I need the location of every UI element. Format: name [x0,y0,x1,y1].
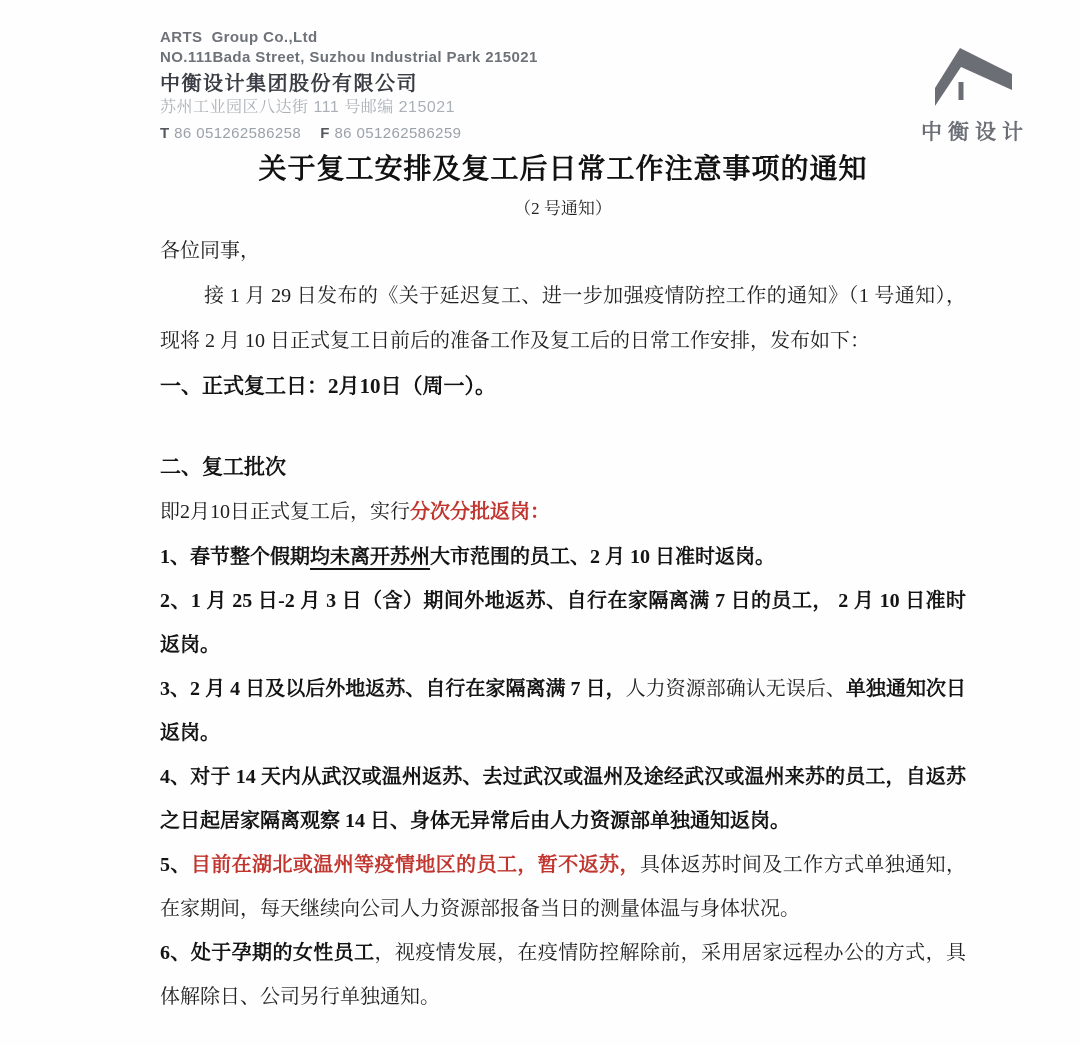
company-name-cn: 中衡设计集团股份有限公司 [160,73,418,95]
text-run: 均未离开苏州 [310,546,430,568]
text-run: 5、 [160,854,191,876]
fax-number: 86 051262586259 [334,125,462,142]
text-run: 6、处于孕期的女性员工 [160,942,375,964]
intro-paragraph: 接 1 月 29 日发布的《关于延迟复工、进一步加强疫情防控工作的通知》（1 号通知），现将 2 月 10 日正式复工日前后的准备工作及复工后的日常工作安排，发布如下： [160,285,966,352]
text-run: 3、2 月 4 日及以后外地返苏、自行在家隔离满 7 日， [160,678,626,700]
contact-line [160,124,780,144]
notice-subtitle: （2 号通知） [514,199,612,218]
item-list [160,535,966,1019]
text-run: 4、对于 14 天内从武汉或温州返苏、去过武汉或温州及途经武汉或温州来苏的员工，自返苏之日起居家隔离观察 14 日、身体无异常后由人力资源部单独通知返岗。 [160,766,966,832]
section1-heading: 一、正式复工日：2月10日（周一）。 [160,374,496,398]
text-run: 大市范围的员工、2 月 10 日准时返岗。 [430,546,775,568]
text-run: 目前在湖北或温州等疫情地区的员工，暂不返苏， [190,854,640,876]
item-4 [160,755,966,843]
text-run: 人力资源部确认无误后、 [625,678,846,700]
text-run: 即2月10日正式复工后，实行 [160,501,410,523]
company-logo [912,42,1032,146]
company-name-en: ARTS Group Co.,Ltd [160,29,318,46]
company-address-cn: 苏州工业园区八达街 111 号邮编 215021 [160,99,456,116]
item-5 [160,843,966,931]
company-address-en: NO.111Bada Street, Suzhou Industrial Park 215021 [160,49,538,66]
text-run: 分次分批返岗： [410,501,550,523]
notice-title: 关于复工安排及复工后日常工作注意事项的通知 [258,153,868,184]
tel-label: T [160,125,170,142]
text-run: 2、1 月 25 日-2 月 3 日（含）期间外地返苏、自行在家隔离满 7 日的员工， 2 月 10 日准时返岗。 [160,590,966,656]
section2-heading: 二、复工批次 [160,455,286,479]
roof-house-icon [917,42,1027,112]
text-run: 1、春节整个假期 [160,546,310,568]
text-run: 单独通知次日返岗。 [160,678,967,744]
text-run: 具体返苏时间及工作方式单独通知，在家期间，每天继续向公司人力资源部报备当日的测量体温与身体状况。 [160,854,967,920]
item-3 [160,667,966,755]
tel-number: 86 051262586258 [174,125,302,142]
item-1 [160,535,966,579]
logo-text: 中衡设计 [921,121,1029,144]
section2-intro [160,490,966,535]
notice-content [160,152,966,1019]
item-2 [160,579,966,667]
item-6 [160,931,966,1019]
fax-label: F [320,125,330,142]
letterhead [160,28,780,144]
text-run: ，视疫情发展，在疫情防控解除前，采用居家远程办公的方式，具体解除日、公司另行单独通知。 [160,942,967,1008]
salutation: 各位同事， [160,240,260,262]
